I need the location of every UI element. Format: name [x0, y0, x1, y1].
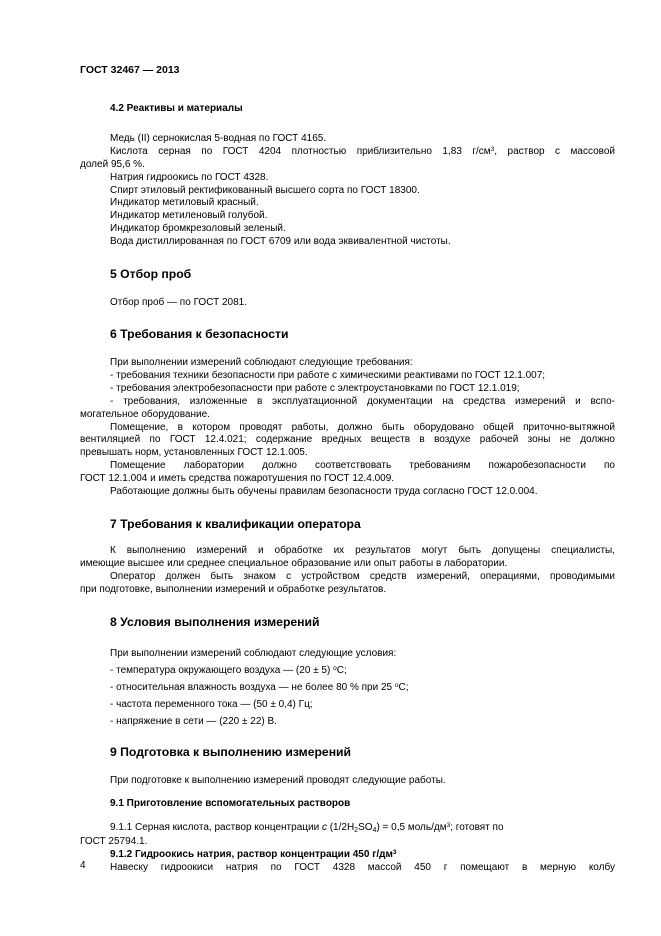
reagent-methyl-red: Индикатор метиловый красный.	[110, 197, 259, 209]
reagent-naoh: Натрия гидроокись по ГОСТ 4328.	[110, 171, 269, 183]
qualification-para-2-cont: при подготовке, выполнении измерений и обработке результатов.	[80, 583, 387, 595]
reagent-copper: Медь (II) сернокислая 5-водная по ГОСТ 4165.	[110, 132, 327, 144]
reagent-water: Вода дистиллированная по ГОСТ 6709 или вода эквивалентной чистоты.	[110, 236, 451, 248]
section-9-intro: При подготовке к выполнению измерений проводят следующие работы.	[110, 774, 446, 786]
section-9-title: 9 Подготовка к выполнению измерений	[110, 744, 352, 759]
condition-temperature: - температура окружающего воздуха — (20 ± 5) $^о$С;	[110, 664, 347, 676]
safety-item-3: - требования, изложенные в эксплуатационной документации на средства измерений и вспо-	[110, 395, 615, 407]
reagent-ethanol: Спирт этиловый ректификованный высшего сорта по ГОСТ 18300.	[110, 184, 420, 196]
section-9-1-1: 9.1.1 Серная кислота, раствор концентрации с $(1/2H_2SO_4) = 0,5$ моль/$дм^3$; готовят по	[110, 822, 504, 835]
reagent-bromocresol: Индикатор бромкрезоловый зеленый.	[110, 223, 286, 235]
safety-item-1: - требования техники безопасности при работе с химическими реактивами по ГОСТ 12.1.007;	[110, 369, 546, 381]
reagent-acid-cont: долей 95,6 %.	[80, 158, 145, 170]
section-9-1-title: 9.1 Приготовление вспомогательных растворов	[110, 798, 351, 810]
section-8-intro: При выполнении измерений соблюдают следующие условия:	[110, 647, 397, 659]
section-9-1-2-title: 9.1.2 Гидроокись натрия, раствор концентрации 450 $г/дм^3$	[110, 849, 397, 861]
section-8-title: 8 Условия выполнения измерений	[110, 614, 320, 629]
reagent-acid: Кислота серная по ГОСТ 4204 плотностью приблизительно 1,83 $г/см^3$, раствор с массовой	[110, 145, 615, 157]
section-5-text: Отбор проб — по ГОСТ 2081.	[110, 297, 247, 309]
section-6-intro: При выполнении измерений соблюдают следующие требования:	[110, 356, 413, 368]
section-4-2-title: 4.2 Реактивы и материалы	[110, 103, 243, 114]
section-7-title: 7 Требования к квалификации оператора	[110, 516, 361, 531]
page-content	[80, 103, 615, 875]
standard-header: ГОСТ 32467 — 2013	[80, 64, 180, 76]
training-para: Работающие должны быть обучены правилам безопасности труда согласно ГОСТ 12.0.004.	[110, 486, 538, 498]
qualification-para-1: К выполнению измерений и обработке их результатов могут быть допущены специалисты,	[110, 544, 615, 556]
section-5-title: 5 Отбор проб	[110, 267, 192, 282]
section-6-title: 6 Требования к безопасности	[110, 326, 289, 341]
qualification-para-2: Оператор должен быть знаком с устройством средств измерений, операциями, проводимыми	[110, 570, 615, 582]
condition-voltage: - напряжение в сети — (220 ± 22) В.	[110, 715, 277, 727]
section-9-1-2-text: Навеску гидроокиси натрия по ГОСТ 4328 массой 450 г помещают в мерную колбу	[110, 862, 615, 874]
condition-humidity: - относительная влажность воздуха — не более 80 % при 25 $^о$С;	[110, 681, 409, 693]
section-9-1-1-cont: ГОСТ 25794.1.	[80, 836, 148, 848]
safety-item-3-cont: могательное оборудование.	[80, 408, 210, 420]
qualification-para-1-cont: имеющие высшее или среднее специальное образование или опыт работы в лаборатории.	[80, 557, 508, 569]
safety-item-2: - требования электробезопасности при работе с электроустановками по ГОСТ 12.1.019;	[110, 382, 520, 394]
ventilation-para-2: вентиляцией по ГОСТ 12.4.021; содержание вредных веществ в воздухе рабочей зоны не должно	[80, 434, 615, 446]
ventilation-para-1: Помещение, в котором проводят работы, должно быть оборудовано общей приточно-вытяжной	[110, 421, 615, 433]
reagent-methylene-blue: Индикатор метиленовый голубой.	[110, 210, 268, 222]
page-number: 4	[80, 860, 86, 871]
fire-para-2: ГОСТ 12.1.004 и иметь средства пожаротушения по ГОСТ 12.4.009.	[80, 473, 395, 485]
condition-frequency: - частота переменного тока — (50 ± 0,4) Гц;	[110, 698, 313, 710]
fire-para-1: Помещение лаборатории должно соответствовать требованиям пожаробезопасности по	[110, 460, 615, 472]
ventilation-para-3: превышать норм, установленных ГОСТ 12.1.005.	[80, 447, 308, 459]
